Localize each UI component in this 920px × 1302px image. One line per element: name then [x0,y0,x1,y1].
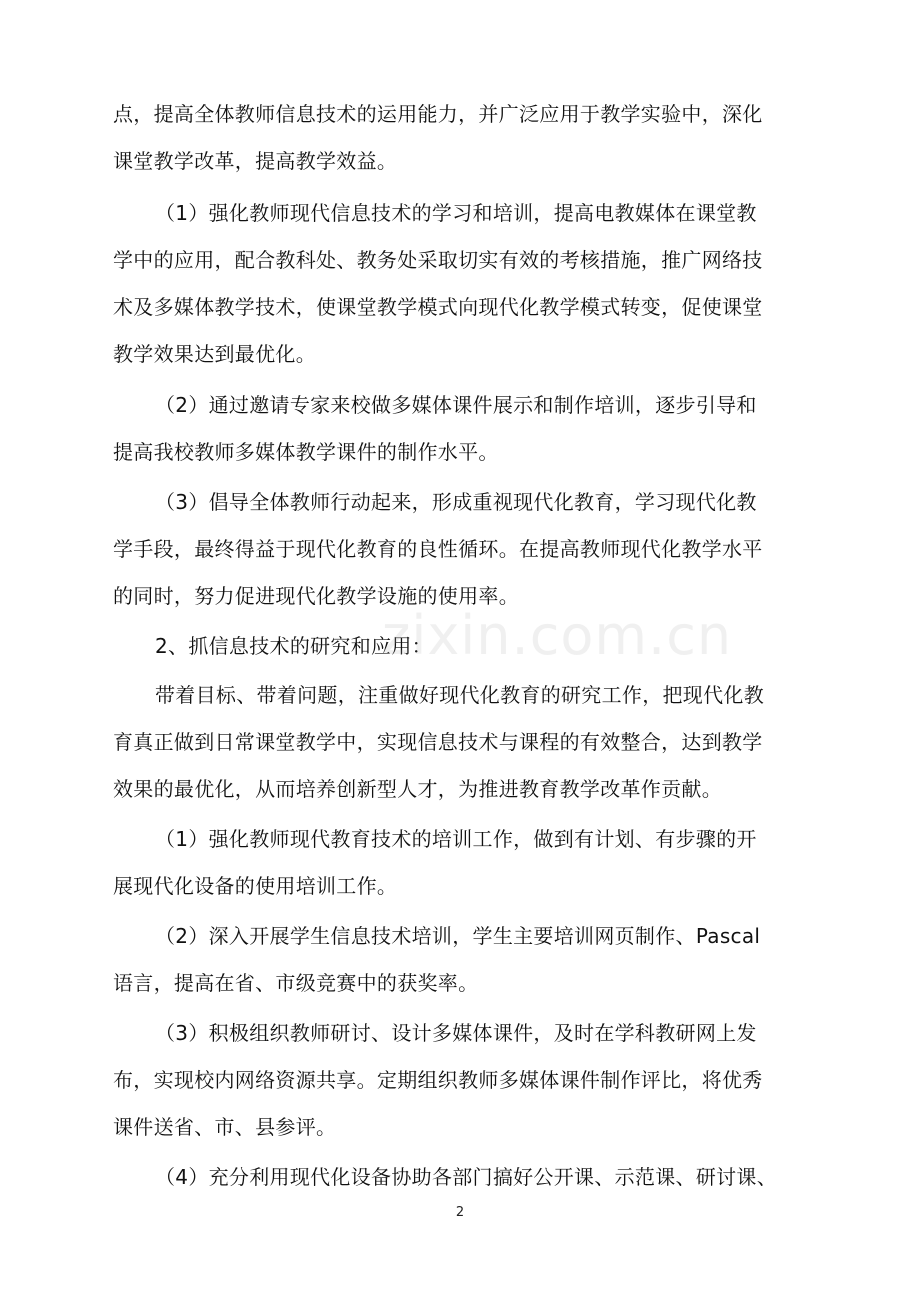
text-line: 术及多媒体教学技术，使课堂教学模式向现代化教学模式转变，促使课堂 [113,295,763,319]
text-line: 课堂教学改革，提高教学效益。 [113,149,398,173]
text-line: 展现代化设备的使用培训工作。 [113,874,398,898]
text-line: 课件送省、市、县参评。 [113,1115,337,1139]
text-line: 的同时，努力促进现代化教学设施的使用率。 [113,584,519,608]
text-line: （1）强化教师现代信息技术的学习和培训，提高电教媒体在课堂教 [155,201,757,225]
text-line: （2）通过邀请专家来校做多媒体课件展示和制作培训，逐步引导和 [155,393,757,417]
text-line: 提高我校教师多媒体教学课件的制作水平。 [113,440,499,464]
text-line: （3）倡导全体教师行动起来，形成重视现代化教育，学习现代化教 [155,490,757,514]
text-line: 学手段，最终得益于现代化教育的良性循环。在提高教师现代化教学水平 [113,537,763,561]
text-line: 效果的最优化，从而培养创新型人才，为推进教育教学改革作贡献。 [113,777,722,801]
text-line: （4）充分利用现代化设备协助各部门搞好公开课、示范课、研讨课、 [155,1165,778,1189]
text-line: 育真正做到日常课堂教学中，实现信息技术与课程的有效整合，达到教学 [113,730,763,754]
text-line: （3）积极组织教师研讨、设计多媒体课件，及时在学科教研网上发 [155,1021,757,1045]
text-line: 语言，提高在省、市级竞赛中的获奖率。 [113,971,479,995]
text-line: （1）强化教师现代教育技术的培训工作，做到有计划、有步骤的开 [155,827,757,851]
watermark: zixin.com.cn [382,604,733,667]
text-line: 学中的应用，配合教科处、教务处采取切实有效的考核措施，推广网络技 [113,248,763,272]
text-line: 教学效果达到最优化。 [113,342,316,366]
page-number: 2 [455,1205,465,1220]
section-heading: 2、抓信息技术的研究和应用： [155,634,432,658]
text-line: 带着目标、带着问题，注重做好现代化教育的研究工作，把现代化教 [155,683,764,707]
text-line: （2）深入开展学生信息技术培训，学生主要培训网页制作、Pascal [155,924,761,948]
text-line: 点，提高全体教师信息技术的运用能力，并广泛应用于教学实验中，深化 [113,102,763,126]
text-line: 布，实现校内网络资源共享。定期组织教师多媒体课件制作评比，将优秀 [113,1068,763,1092]
